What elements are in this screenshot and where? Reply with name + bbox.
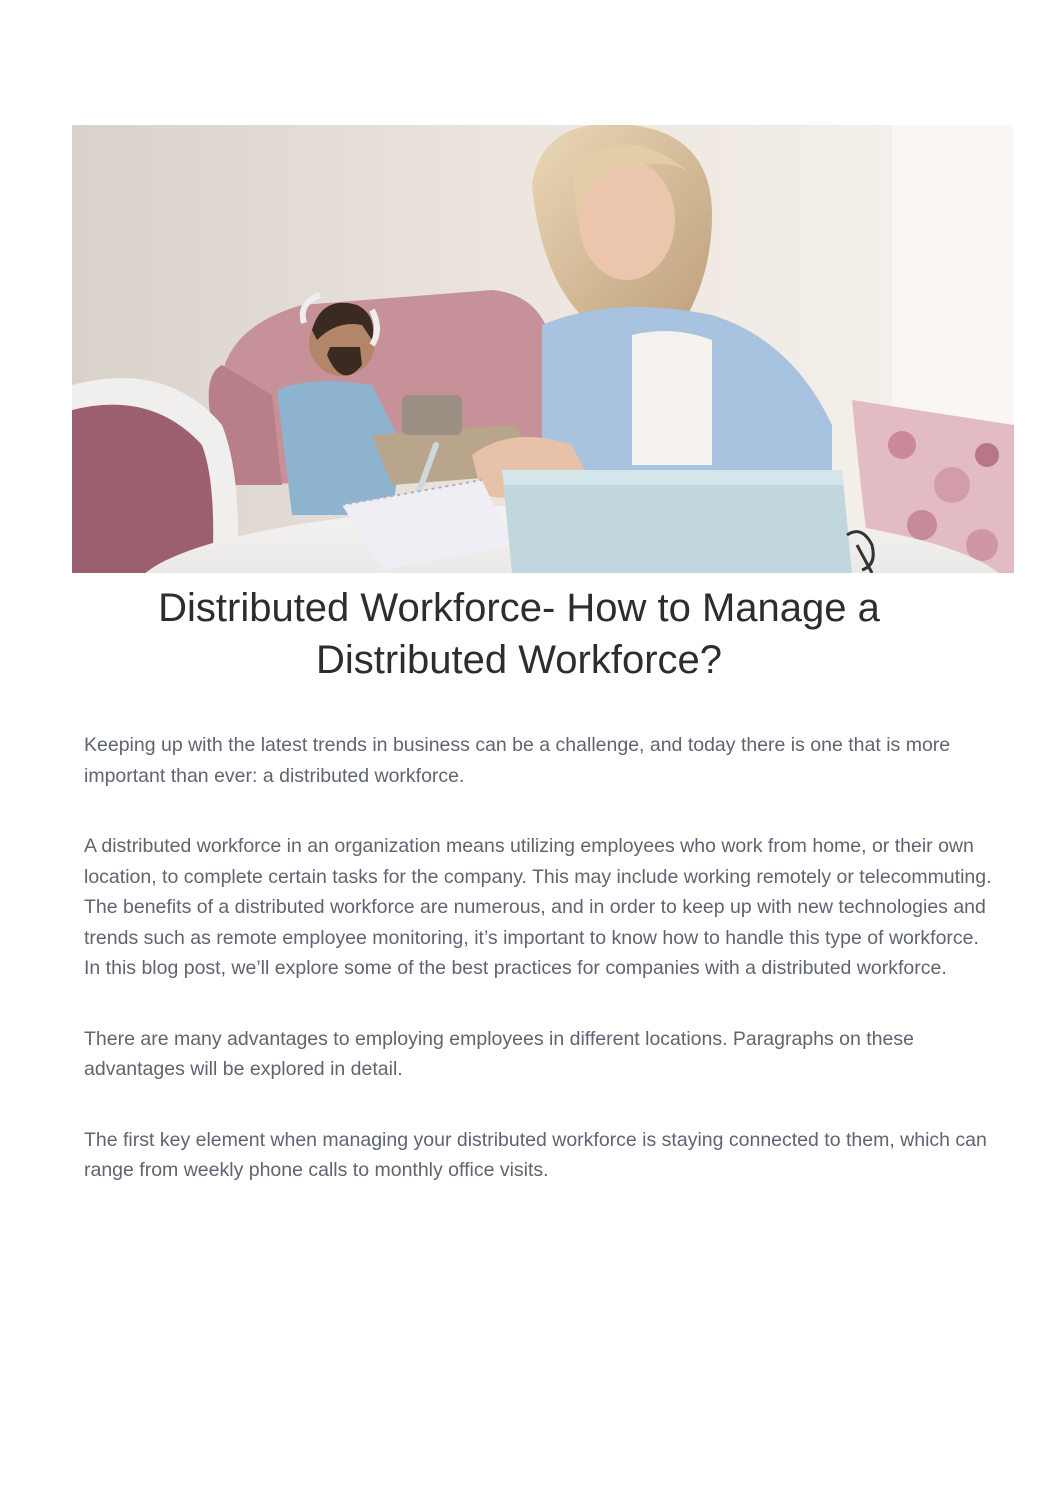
article-title: Distributed Workforce- How to Manage a Distributed Workforce? xyxy=(158,586,880,682)
article-body xyxy=(84,730,999,1226)
article-paragraph: The first key element when managing your distributed workforce is staying connected to them, which can range from weekly phone calls to monthly office visits. xyxy=(84,1128,987,1181)
hero-photo-illustration xyxy=(72,125,1014,573)
article-paragraph: Keeping up with the latest trends in business can be a challenge, and today there is one that is more important than ever: a distributed workforce. xyxy=(84,734,951,787)
hero-image xyxy=(72,125,1014,573)
article-paragraph: There are many advantages to employing employees in different locations. Paragraphs on these advantages will be explored in detail. xyxy=(84,1027,914,1080)
article-paragraph: A distributed workforce in an organization means utilizing employees who work from home, or their own location, to complete certain tasks for the company. This may include working remotely or telecommuting. The benefits of a distributed workforce are numerous, and in order to keep up with new technologies and trends such as remote employee monitoring, it’s important to know how to handle this type of workforce. In this blog post, we’ll explore some of the best practices for companies with a distributed workforce. xyxy=(84,835,992,979)
